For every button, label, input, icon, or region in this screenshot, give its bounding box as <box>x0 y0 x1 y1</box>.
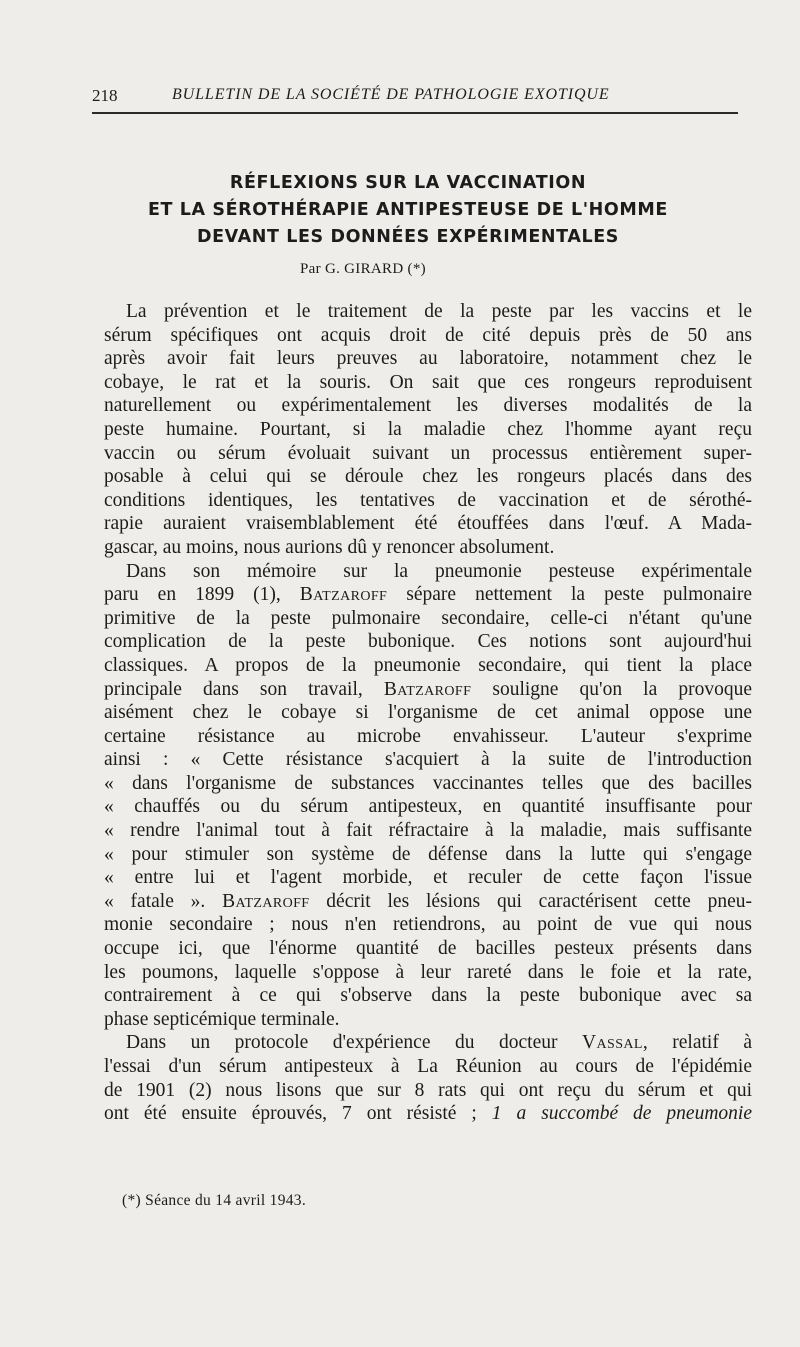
text-line <box>104 678 752 702</box>
text-line: l'essai d'un sérum antipesteux à La Réunion au cours de l'épidémie <box>104 1056 752 1077</box>
text-line: posable à celui qui se déroule chez les rongeurs placés dans des <box>104 466 752 488</box>
text-line: après avoir fait leurs preuves au laboratoire, notamment chez le <box>104 348 752 370</box>
text-line: vaccin ou sérum évoluait suivant un processus entièrement super- <box>104 442 752 464</box>
text-line: « rendre l'animal tout à fait réfractaire à la maladie, mais suffisante <box>104 820 752 842</box>
text-run: paru en 1899 (1), <box>104 584 300 606</box>
article-title-line: ET LA SÉROTHÉRAPIE ANTIPESTEUSE DE L'HOMME <box>148 200 668 220</box>
author-name: Batzaroff <box>299 584 388 606</box>
text-line: La prévention et le traitement de la peste par les vaccins et le <box>126 301 752 322</box>
text-line <box>104 1031 752 1055</box>
text-run: Dans un protocole d'expérience du docteur <box>126 1032 583 1054</box>
text-line: « entre lui et l'agent morbide, et reculer de cette façon l'issue <box>104 867 752 889</box>
text-line: contrairement à ce qui s'observe dans la peste bubonique avec sa <box>104 985 752 1007</box>
text-line: monie secondaire ; nous n'en retiendrons, au point de vue qui nous <box>104 914 752 936</box>
text-line <box>104 583 752 607</box>
text-line: ainsi : « Cette résistance s'acquiert à la suite de l'introduction <box>104 749 752 771</box>
text-line: classiques. A propos de la pneumonie secondaire, qui tient la place <box>104 654 752 676</box>
article-title <box>100 170 716 251</box>
text-line: peste humaine. Pourtant, si la maladie chez l'homme ayant reçu <box>104 418 752 440</box>
journal-title: BULLETIN DE LA SOCIÉTÉ DE PATHOLOGIE EXOTIQUE <box>172 86 610 103</box>
text-run: ont été ensuite éprouvés, 7 ont résisté ; <box>104 1103 492 1125</box>
article-title-line: DEVANT LES DONNÉES EXPÉRIMENTALES <box>196 227 620 247</box>
text-run: décrit les lésions qui caractérisent cette pneu- <box>309 890 752 912</box>
text-run: souligne qu'on la provoque <box>471 678 752 700</box>
text-line: « pour stimuler son système de défense dans la lutte qui s'engage <box>104 843 752 865</box>
text-line: les poumons, laquelle s'oppose à leur rareté dans le foie et la rate, <box>104 961 752 983</box>
text-line: de 1901 (2) nous lisons que sur 8 rats qui ont reçu du sérum et qui <box>104 1079 752 1101</box>
text-line: occupe ici, que l'énorme quantité de bacilles pesteux présents dans <box>104 938 752 960</box>
text-line: aisément chez le cobaye si l'organisme de cet animal oppose une <box>104 702 752 724</box>
article-body <box>104 300 752 1126</box>
author-name: Batzaroff <box>222 890 310 912</box>
author-name: Vassal <box>582 1032 643 1054</box>
page-number: 218 <box>92 86 118 105</box>
text-line: « dans l'organisme de substances vaccinantes telles que des bacilles <box>104 772 752 794</box>
text-line: conditions identiques, les tentatives de vaccination et de sérothé- <box>104 489 752 511</box>
text-line: sérum spécifiques ont acquis droit de cité depuis près de 50 ans <box>104 324 752 346</box>
text-line <box>104 1102 752 1126</box>
running-head <box>92 82 738 114</box>
text-run: sépare nettement la peste pulmonaire <box>387 584 752 606</box>
text-line: primitive de la peste pulmonaire secondaire, celle-ci n'étant qu'une <box>104 607 752 629</box>
text-run: , relatif à <box>642 1032 752 1054</box>
author-byline: Par G. GIRARD (*) <box>300 261 426 277</box>
text-line: phase septicémique terminale. <box>104 1008 340 1030</box>
text-line: cobaye, le rat et la souris. On sait que ces rongeurs reproduisent <box>104 371 752 393</box>
text-run: principale dans son travail, <box>104 678 384 700</box>
text-line: naturellement ou expérimentalement les diverses modalités de la <box>104 395 752 417</box>
text-run: « fatale ». <box>104 890 223 912</box>
text-line: Dans son mémoire sur la pneumonie pesteuse expérimentale <box>126 560 752 582</box>
text-line: rapie auraient vraisemblablement été étouffées dans l'œuf. A Mada- <box>104 513 752 535</box>
text-line: gascar, au moins, nous aurions dû y renoncer absolument. <box>104 536 555 558</box>
italic-text: 1 a succombé de pneumonie <box>491 1103 752 1125</box>
footnote: (*) Séance du 14 avril 1943. <box>122 1192 307 1209</box>
article-title-line: RÉFLEXIONS SUR LA VACCINATION <box>229 173 587 193</box>
author-name: Batzaroff <box>383 678 472 700</box>
text-line <box>104 890 752 914</box>
text-line: complication de la peste bubonique. Ces notions sont aujourd'hui <box>104 631 752 653</box>
text-line: « chauffés ou du sérum antipesteux, en quantité insuffisante pour <box>104 796 752 818</box>
text-line: certaine résistance au microbe envahisseur. L'auteur s'exprime <box>104 725 752 747</box>
